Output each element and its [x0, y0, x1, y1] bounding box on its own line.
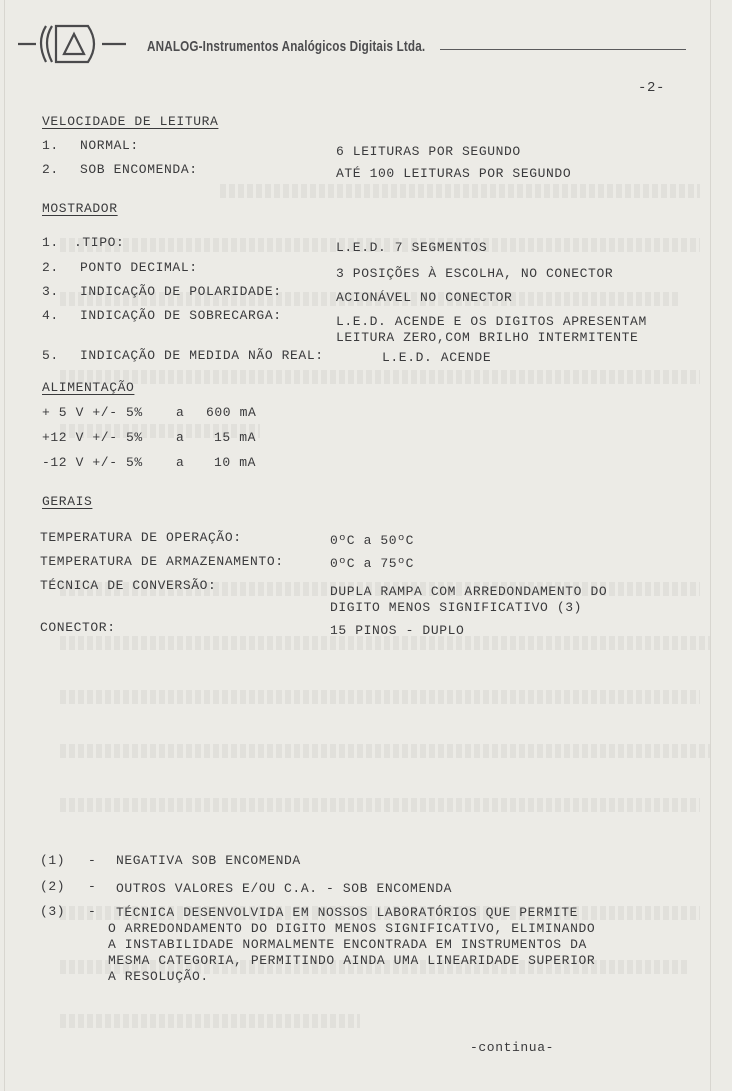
- company-logo-icon: [18, 18, 130, 68]
- footnote-text: TÉCNICA DESENVOLVIDA EM NOSSOS LABORATÓRIOS QUE PERMITE: [116, 905, 579, 920]
- footnote-text: OUTROS VALORES E/OU C.A. - SOB ENCOMENDA: [116, 881, 453, 896]
- supply-voltage: -12 V +/- 5%: [42, 455, 143, 470]
- supply-current: 10 mA: [214, 455, 257, 470]
- supply-voltage: + 5 V +/- 5%: [42, 405, 143, 420]
- spec-label: INDICAÇÃO DE SOBRECARGA:: [80, 308, 282, 323]
- header-rule: [440, 49, 686, 50]
- footnote-text: NEGATIVA SOB ENCOMENDA: [116, 853, 301, 868]
- footnote-dash: -: [88, 879, 97, 894]
- spec-label: SOB ENCOMENDA:: [80, 162, 198, 177]
- spec-label: .TIPO:: [74, 235, 125, 250]
- spec-label: TEMPERATURA DE OPERAÇÃO:: [40, 530, 242, 545]
- spec-value: 3 POSIÇÕES À ESCOLHA, NO CONECTOR: [336, 266, 614, 281]
- spec-label: INDICAÇÃO DE POLARIDADE:: [80, 284, 282, 299]
- section-title-gerais: GERAIS: [42, 494, 93, 509]
- spec-label: TÉCNICA DE CONVERSÃO:: [40, 578, 217, 593]
- list-number: 5.: [42, 348, 59, 363]
- footnote-text: O ARREDONDAMENTO DO DIGITO MENOS SIGNIFICATIVO, ELIMINANDO: [108, 921, 596, 936]
- company-name: ANALOG-Instrumentos Analógicos Digitais Ltda.: [147, 38, 426, 55]
- spec-value: L.E.D. ACENDE E OS DIGITOS APRESENTAM: [336, 314, 647, 329]
- supply-current: 15 mA: [214, 430, 257, 445]
- list-number: 3.: [42, 284, 59, 299]
- section-title-mostrador: MOSTRADOR: [42, 201, 118, 216]
- continua-marker: -continua-: [470, 1040, 555, 1055]
- footnote-text: A INSTABILIDADE NORMALMENTE ENCONTRADA EM INSTRUMENTOS DA: [108, 937, 587, 952]
- list-number: 1.: [42, 138, 59, 153]
- list-number: 2.: [42, 162, 59, 177]
- spec-value-continued: LEITURA ZERO,COM BRILHO INTERMITENTE: [336, 330, 639, 345]
- spec-value-continued: DIGITO MENOS SIGNIFICATIVO (3): [330, 600, 583, 615]
- footnote-ref: (2): [40, 879, 66, 894]
- spec-value: 6 LEITURAS POR SEGUNDO: [336, 144, 521, 159]
- page-edge: [4, 0, 5, 1091]
- spec-value: L.E.D. ACENDE: [382, 350, 492, 365]
- footnote-ref: (1): [40, 853, 66, 868]
- spec-label: TEMPERATURA DE ARMAZENAMENTO:: [40, 554, 284, 569]
- supply-separator: a: [176, 405, 185, 420]
- footnote-dash: -: [88, 904, 97, 919]
- spec-value: 0ºC a 75ºC: [330, 556, 415, 571]
- supply-voltage: +12 V +/- 5%: [42, 430, 143, 445]
- list-number: 1.: [42, 235, 59, 250]
- spec-value: ATÉ 100 LEITURAS POR SEGUNDO: [336, 166, 572, 181]
- spec-value: 0ºC a 50ºC: [330, 533, 415, 548]
- spec-label: PONTO DECIMAL:: [80, 260, 198, 275]
- spec-label: NORMAL:: [80, 138, 139, 153]
- footnote-dash: -: [88, 853, 97, 868]
- spec-label: INDICAÇÃO DE MEDIDA NÃO REAL:: [80, 348, 324, 363]
- footnote-ref: (3): [40, 904, 66, 919]
- spec-value: ACIONÁVEL NO CONECTOR: [336, 290, 513, 305]
- spec-label: CONECTOR:: [40, 620, 116, 635]
- section-title-alimentacao: ALIMENTAÇÃO: [42, 380, 135, 395]
- supply-separator: a: [176, 430, 185, 445]
- footnote-text: MESMA CATEGORIA, PERMITINDO AINDA UMA LINEARIDADE SUPERIOR: [108, 953, 596, 968]
- list-number: 2.: [42, 260, 59, 275]
- spec-value: L.E.D. 7 SEGMENTOS: [336, 240, 488, 255]
- supply-separator: a: [176, 455, 185, 470]
- spec-value: DUPLA RAMPA COM ARREDONDAMENTO DO: [330, 584, 608, 599]
- footnote-text: A RESOLUÇÃO.: [108, 969, 209, 984]
- section-title-velocidade: VELOCIDADE DE LEITURA: [42, 114, 219, 129]
- page-number: -2-: [638, 80, 666, 96]
- spec-value: 15 PINOS - DUPLO: [330, 623, 465, 638]
- list-number: 4.: [42, 308, 59, 323]
- supply-current: 600 mA: [206, 405, 257, 420]
